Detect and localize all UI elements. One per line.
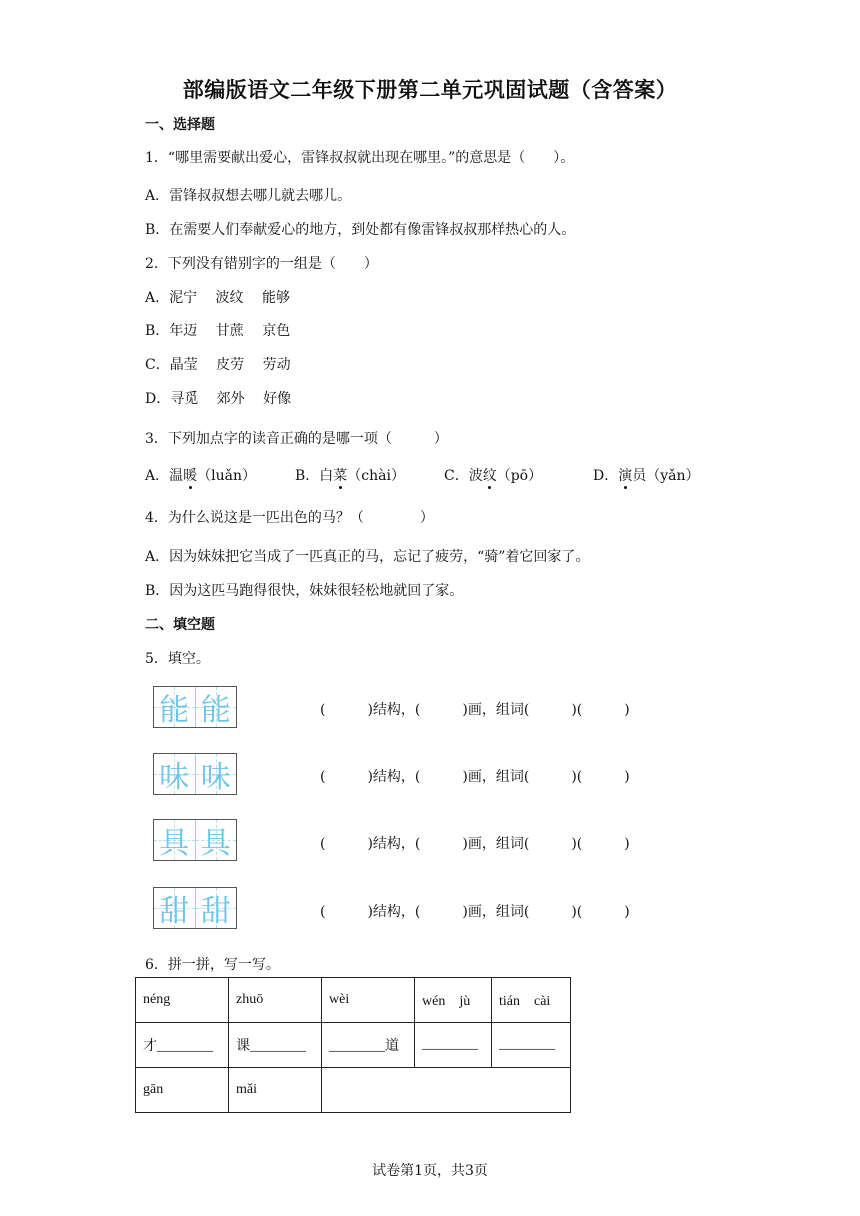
q3-b-dotted-char: 菜 [333, 468, 348, 484]
tianzige-neng [153, 686, 237, 728]
q5-row-3-blanks: ( )结构，( )画，组词( )( ) [320, 836, 630, 852]
q5-stem: 5．填空。 [145, 651, 210, 667]
q3-c-dotted-char: 纹 [482, 468, 497, 484]
grid-char: 能 [159, 693, 190, 728]
table-row [136, 1023, 571, 1068]
grid-char: 味 [200, 760, 231, 795]
page-footer: 试卷第1页，共3页 [372, 1163, 488, 1179]
grid-char: 能 [200, 693, 231, 728]
table-cell: tián cài [492, 978, 571, 1023]
q4-stem: 4．为什么说这是一匹出色的马？（ ） [145, 510, 434, 526]
q5-row-1-blanks: ( )结构，( )画，组词( )( ) [320, 702, 630, 718]
table-cell: zhuō [229, 978, 322, 1023]
grid-char: 甜 [200, 894, 231, 929]
q1-option-b: B．在需要人们奉献爱心的地方，到处都有像雷锋叔叔那样热心的人。 [145, 222, 576, 238]
grid-char: 具 [159, 826, 190, 861]
grid-char: 味 [159, 760, 190, 795]
tianzige-wei [153, 753, 237, 795]
q5-row-2-blanks: ( )结构，( )画，组词( )( ) [320, 769, 630, 785]
q3-a-dotted-char: 暖 [183, 468, 198, 484]
table-row [136, 978, 571, 1023]
q2-option-a: A．泥宁 波纹 能够 [145, 290, 291, 306]
q3-stem: 3．下列加点字的读音正确的是哪一项（ ） [145, 431, 448, 447]
q5-row-4-blanks: ( )结构，( )画，组词( )( ) [320, 904, 630, 920]
q3-option-b: B．白菜（chài） [295, 468, 405, 484]
q3-d-dotted-char: 演 [618, 468, 633, 484]
table-cell: wén jù [415, 978, 492, 1023]
table-cell: ________道 [322, 1023, 415, 1068]
tianzige-ju [153, 819, 237, 861]
table-cell: ________ [415, 1023, 492, 1068]
table-cell: wèi [322, 978, 415, 1023]
tianzige-tian [153, 887, 237, 929]
q3-option-a: A．温暖（luǎn） [145, 468, 256, 484]
table-row [136, 1068, 571, 1113]
q1-option-a: A．雷锋叔叔想去哪儿就去哪儿。 [145, 188, 352, 204]
table-cell: néng [136, 978, 229, 1023]
table-cell: ________ [492, 1023, 571, 1068]
q4-option-b: B．因为这匹马跑得很快，妹妹很轻松地就回了家。 [145, 583, 464, 599]
q6-stem: 6．拼一拼，写一写。 [145, 957, 280, 973]
table-cell-empty [322, 1068, 571, 1113]
q2-stem: 2．下列没有错别字的一组是（ ） [145, 256, 378, 272]
table-cell: 才________ [136, 1023, 229, 1068]
pinyin-table [135, 977, 571, 1113]
q2-option-c: C．晶莹 皮劳 劳动 [145, 357, 291, 373]
q1-stem: 1．“哪里需要献出爱心，雷锋叔叔就出现在哪里。”的意思是（ ）。 [145, 150, 575, 166]
section-heading-choice: 一、选择题 [145, 117, 215, 133]
q3-option-c: C．波纹（pō） [444, 468, 543, 484]
grid-char: 具 [200, 826, 231, 861]
section-heading-fill: 二、填空题 [145, 617, 215, 633]
table-cell: mǎi [229, 1068, 322, 1113]
table-cell: 课________ [229, 1023, 322, 1068]
q4-option-a: A．因为妹妹把它当成了一匹真正的马，忘记了疲劳，“骑”着它回家了。 [145, 549, 590, 565]
q3-option-d: D．演员（yǎn） [593, 468, 700, 484]
q2-option-d: D．寻觅 郊外 好像 [145, 391, 292, 407]
table-cell: gān [136, 1068, 229, 1113]
page-title: 部编版语文二年级下册第二单元巩固试题（含答案） [182, 78, 678, 102]
q2-option-b: B．年迈 甘蔗 京色 [145, 323, 291, 339]
grid-char: 甜 [159, 894, 190, 929]
